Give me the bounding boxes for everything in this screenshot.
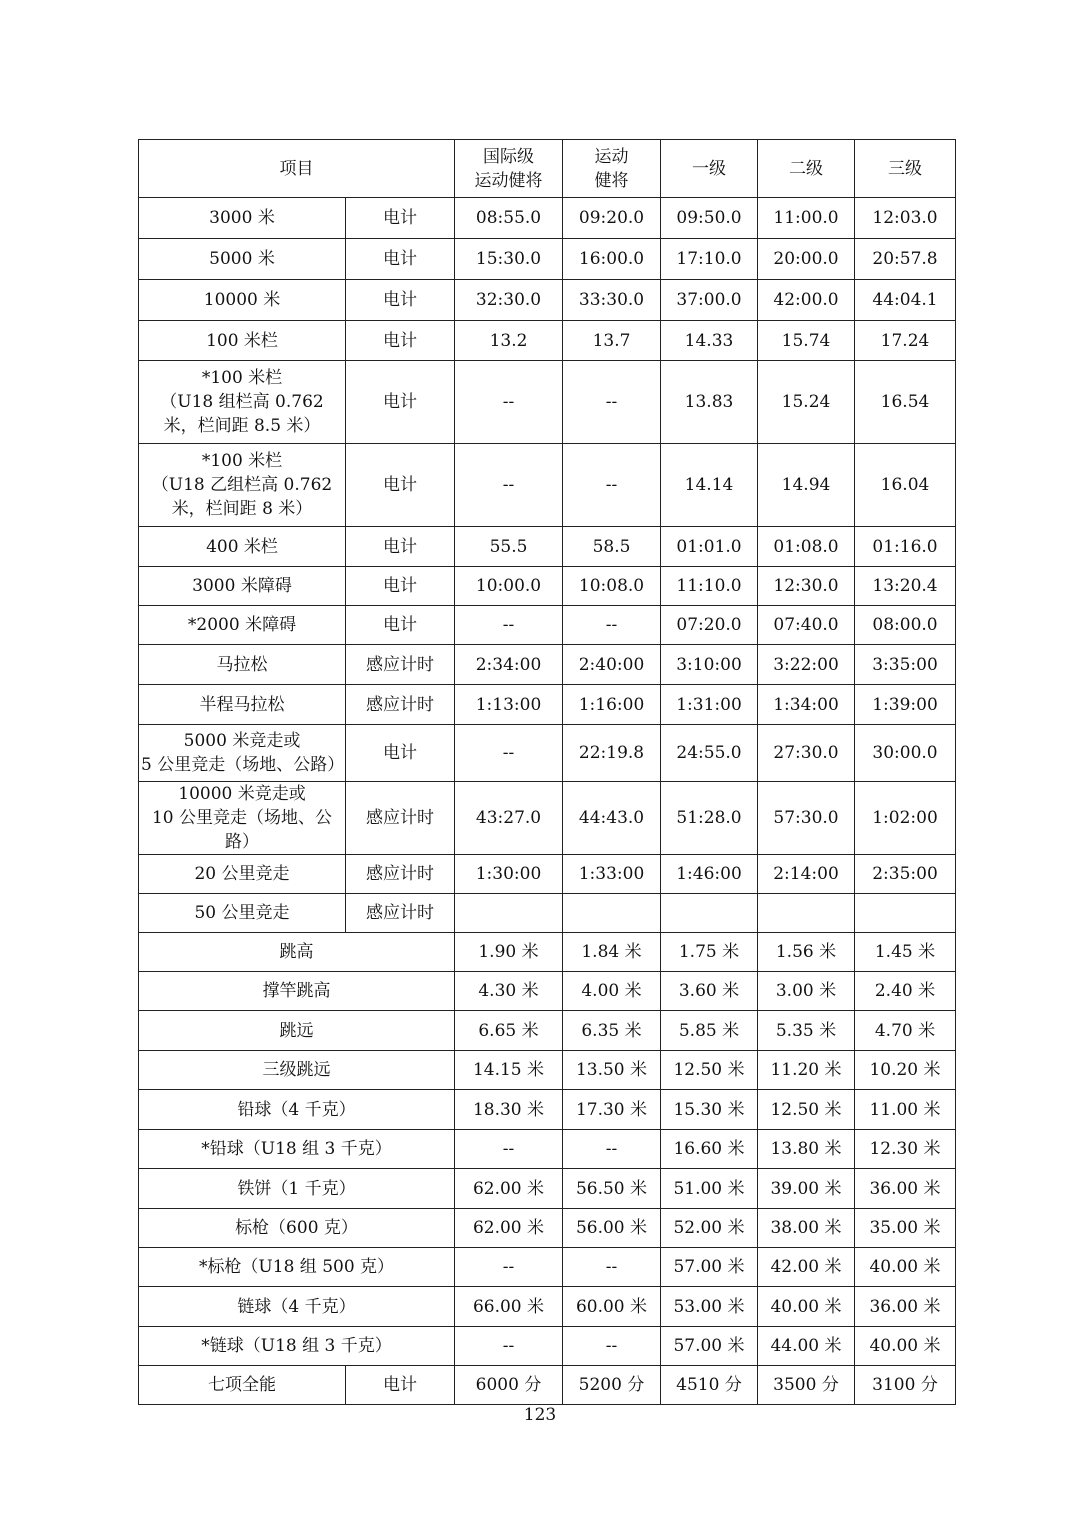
header-master: 运动 健将 bbox=[563, 140, 661, 198]
standard-value: 10:08.0 bbox=[563, 567, 661, 606]
standard-value: 1:02:00 bbox=[855, 782, 956, 855]
standard-value bbox=[855, 894, 956, 933]
timing-method: 感应计时 bbox=[346, 894, 455, 933]
header-international-master: 国际级 运动健将 bbox=[455, 140, 563, 198]
standard-value: -- bbox=[455, 606, 563, 645]
standard-value: 40.00 米 bbox=[855, 1248, 956, 1287]
event-name: 3000 米障碍 bbox=[139, 567, 346, 606]
standard-value: 57.00 米 bbox=[661, 1248, 758, 1287]
header-level-1: 一级 bbox=[661, 140, 758, 198]
standard-value: 16.04 bbox=[855, 444, 956, 527]
standard-value: 18.30 米 bbox=[455, 1090, 563, 1130]
table-row bbox=[139, 527, 956, 567]
standards-table bbox=[138, 139, 956, 1405]
standard-value: 44.00 米 bbox=[758, 1327, 855, 1366]
table-row bbox=[139, 894, 956, 933]
standard-value: 38.00 米 bbox=[758, 1209, 855, 1248]
timing-method: 电计 bbox=[346, 1366, 455, 1405]
standard-value: 13.50 米 bbox=[563, 1051, 661, 1090]
standard-value: 17:10.0 bbox=[661, 239, 758, 280]
table-row bbox=[139, 1011, 956, 1051]
standard-value: 2.40 米 bbox=[855, 972, 956, 1011]
standard-value: 6.65 米 bbox=[455, 1011, 563, 1051]
table-row bbox=[139, 1090, 956, 1130]
event-name: 铁饼（1 千克） bbox=[139, 1169, 455, 1209]
standard-value: 55.5 bbox=[455, 527, 563, 567]
event-name: 50 公里竞走 bbox=[139, 894, 346, 933]
standard-value bbox=[563, 894, 661, 933]
standard-value: 56.00 米 bbox=[563, 1209, 661, 1248]
table-row bbox=[139, 1287, 956, 1327]
standard-value: 1.90 米 bbox=[455, 933, 563, 972]
standard-value: 52.00 米 bbox=[661, 1209, 758, 1248]
timing-method: 电计 bbox=[346, 361, 455, 444]
standard-value: 3.60 米 bbox=[661, 972, 758, 1011]
standard-value: 08:55.0 bbox=[455, 198, 563, 239]
standard-value: 39.00 米 bbox=[758, 1169, 855, 1209]
header-level-2: 二级 bbox=[758, 140, 855, 198]
standard-value: 15.74 bbox=[758, 321, 855, 361]
standard-value: 4.30 米 bbox=[455, 972, 563, 1011]
standard-value: 43:27.0 bbox=[455, 782, 563, 855]
standard-value: 36.00 米 bbox=[855, 1287, 956, 1327]
standard-value: 2:34:00 bbox=[455, 645, 563, 685]
table-row bbox=[139, 321, 956, 361]
standard-value: 13.2 bbox=[455, 321, 563, 361]
standard-value: -- bbox=[455, 444, 563, 527]
timing-method: 电计 bbox=[346, 606, 455, 645]
standard-value: 01:16.0 bbox=[855, 527, 956, 567]
event-name: 半程马拉松 bbox=[139, 685, 346, 725]
table-row bbox=[139, 606, 956, 645]
standard-value: 11.00 米 bbox=[855, 1090, 956, 1130]
event-name: 标枪（600 克） bbox=[139, 1209, 455, 1248]
standard-value: 22:19.8 bbox=[563, 725, 661, 782]
standard-value: 14.15 米 bbox=[455, 1051, 563, 1090]
standard-value: 1:39:00 bbox=[855, 685, 956, 725]
event-name: *链球（U18 组 3 千克） bbox=[139, 1327, 455, 1366]
standard-value: 07:40.0 bbox=[758, 606, 855, 645]
standard-value: 3:22:00 bbox=[758, 645, 855, 685]
event-name: 10000 米竞走或 10 公里竞走（场地、公路） bbox=[139, 782, 346, 855]
standard-value: 2:40:00 bbox=[563, 645, 661, 685]
header-level-3: 三级 bbox=[855, 140, 956, 198]
timing-method: 电计 bbox=[346, 444, 455, 527]
event-name: 三级跳远 bbox=[139, 1051, 455, 1090]
standard-value: 12.30 米 bbox=[855, 1130, 956, 1169]
standard-value: 10.20 米 bbox=[855, 1051, 956, 1090]
standard-value: 4.00 米 bbox=[563, 972, 661, 1011]
standard-value: 3100 分 bbox=[855, 1366, 956, 1405]
standard-value: 62.00 米 bbox=[455, 1209, 563, 1248]
standard-value: -- bbox=[563, 606, 661, 645]
table-row bbox=[139, 1130, 956, 1169]
standard-value: 1:30:00 bbox=[455, 855, 563, 894]
standard-value: 42:00.0 bbox=[758, 280, 855, 321]
standard-value: 15.24 bbox=[758, 361, 855, 444]
standard-value: 11:10.0 bbox=[661, 567, 758, 606]
standard-value: 15.30 米 bbox=[661, 1090, 758, 1130]
standard-value: 44:04.1 bbox=[855, 280, 956, 321]
standard-value: 57.00 米 bbox=[661, 1327, 758, 1366]
standard-value: 17.30 米 bbox=[563, 1090, 661, 1130]
standard-value bbox=[758, 894, 855, 933]
standard-value: 13.7 bbox=[563, 321, 661, 361]
timing-method: 电计 bbox=[346, 567, 455, 606]
table-row bbox=[139, 1051, 956, 1090]
event-name: 撑竿跳高 bbox=[139, 972, 455, 1011]
timing-method: 感应计时 bbox=[346, 645, 455, 685]
standard-value: -- bbox=[455, 361, 563, 444]
standard-value: 36.00 米 bbox=[855, 1169, 956, 1209]
timing-method: 电计 bbox=[346, 725, 455, 782]
table-row bbox=[139, 685, 956, 725]
event-name: 铅球（4 千克） bbox=[139, 1090, 455, 1130]
standard-value: 27:30.0 bbox=[758, 725, 855, 782]
timing-method: 电计 bbox=[346, 239, 455, 280]
standard-value: -- bbox=[455, 1327, 563, 1366]
standard-value: 14.33 bbox=[661, 321, 758, 361]
standard-value: 62.00 米 bbox=[455, 1169, 563, 1209]
table-row bbox=[139, 567, 956, 606]
table-row bbox=[139, 198, 956, 239]
standard-value: 1:31:00 bbox=[661, 685, 758, 725]
standard-value: -- bbox=[563, 1248, 661, 1287]
standard-value: 07:20.0 bbox=[661, 606, 758, 645]
table-row bbox=[139, 782, 956, 855]
standard-value: 16.54 bbox=[855, 361, 956, 444]
standard-value: 3.00 米 bbox=[758, 972, 855, 1011]
standard-value: 14.94 bbox=[758, 444, 855, 527]
standard-value: 51.00 米 bbox=[661, 1169, 758, 1209]
event-name: 3000 米 bbox=[139, 198, 346, 239]
header-item: 项目 bbox=[139, 140, 455, 198]
event-name: 马拉松 bbox=[139, 645, 346, 685]
standard-value: 12:03.0 bbox=[855, 198, 956, 239]
table-row bbox=[139, 1366, 956, 1405]
standard-value: 44:43.0 bbox=[563, 782, 661, 855]
event-name: 跳远 bbox=[139, 1011, 455, 1051]
standard-value: 53.00 米 bbox=[661, 1287, 758, 1327]
standard-value: 6000 分 bbox=[455, 1366, 563, 1405]
table-row bbox=[139, 444, 956, 527]
standard-value: 10:00.0 bbox=[455, 567, 563, 606]
standard-value: 66.00 米 bbox=[455, 1287, 563, 1327]
table-row bbox=[139, 280, 956, 321]
table-row bbox=[139, 933, 956, 972]
table-row bbox=[139, 972, 956, 1011]
standard-value: 57:30.0 bbox=[758, 782, 855, 855]
timing-method: 感应计时 bbox=[346, 782, 455, 855]
standard-value: 6.35 米 bbox=[563, 1011, 661, 1051]
table-row bbox=[139, 361, 956, 444]
event-name: 20 公里竞走 bbox=[139, 855, 346, 894]
standard-value: 24:55.0 bbox=[661, 725, 758, 782]
table-row bbox=[139, 645, 956, 685]
standard-value bbox=[455, 894, 563, 933]
standard-value: 17.24 bbox=[855, 321, 956, 361]
standard-value: -- bbox=[563, 1130, 661, 1169]
standard-value: 51:28.0 bbox=[661, 782, 758, 855]
standard-value: 58.5 bbox=[563, 527, 661, 567]
standard-value: 3:10:00 bbox=[661, 645, 758, 685]
header-row bbox=[139, 140, 956, 198]
standard-value: 60.00 米 bbox=[563, 1287, 661, 1327]
standard-value bbox=[661, 894, 758, 933]
standard-value: 4510 分 bbox=[661, 1366, 758, 1405]
standard-value: 13:20.4 bbox=[855, 567, 956, 606]
standard-value: 15:30.0 bbox=[455, 239, 563, 280]
standard-value: 40.00 米 bbox=[855, 1327, 956, 1366]
standard-value: 1:33:00 bbox=[563, 855, 661, 894]
standard-value: 09:50.0 bbox=[661, 198, 758, 239]
event-name: *100 米栏 （U18 组栏高 0.762 米，栏间距 8.5 米） bbox=[139, 361, 346, 444]
standard-value: 3:35:00 bbox=[855, 645, 956, 685]
event-name: 链球（4 千克） bbox=[139, 1287, 455, 1327]
table-row bbox=[139, 1169, 956, 1209]
standard-value: 1.45 米 bbox=[855, 933, 956, 972]
standard-value: -- bbox=[455, 1248, 563, 1287]
timing-method: 电计 bbox=[346, 198, 455, 239]
standard-value: 3500 分 bbox=[758, 1366, 855, 1405]
table-row bbox=[139, 1327, 956, 1366]
event-name: 400 米栏 bbox=[139, 527, 346, 567]
standard-value: 20:00.0 bbox=[758, 239, 855, 280]
timing-method: 感应计时 bbox=[346, 685, 455, 725]
standard-value: -- bbox=[455, 725, 563, 782]
event-name: *100 米栏 （U18 乙组栏高 0.762 米，栏间距 8 米） bbox=[139, 444, 346, 527]
standard-value: -- bbox=[455, 1130, 563, 1169]
standard-value: 30:00.0 bbox=[855, 725, 956, 782]
timing-method: 电计 bbox=[346, 321, 455, 361]
standard-value: 14.14 bbox=[661, 444, 758, 527]
standard-value: -- bbox=[563, 1327, 661, 1366]
event-name: 5000 米 bbox=[139, 239, 346, 280]
standard-value: 2:14:00 bbox=[758, 855, 855, 894]
table-row bbox=[139, 855, 956, 894]
standard-value: 1.84 米 bbox=[563, 933, 661, 972]
standard-value: 1:46:00 bbox=[661, 855, 758, 894]
standard-value: 11:00.0 bbox=[758, 198, 855, 239]
standard-value: 33:30.0 bbox=[563, 280, 661, 321]
table-row bbox=[139, 1209, 956, 1248]
standard-value: 1:16:00 bbox=[563, 685, 661, 725]
standard-value: 01:08.0 bbox=[758, 527, 855, 567]
event-name: 跳高 bbox=[139, 933, 455, 972]
standard-value: 16.60 米 bbox=[661, 1130, 758, 1169]
standard-value: 40.00 米 bbox=[758, 1287, 855, 1327]
standard-value: 1.56 米 bbox=[758, 933, 855, 972]
standard-value: 5.85 米 bbox=[661, 1011, 758, 1051]
standard-value: 2:35:00 bbox=[855, 855, 956, 894]
standard-value: -- bbox=[563, 361, 661, 444]
standard-value: 11.20 米 bbox=[758, 1051, 855, 1090]
timing-method: 感应计时 bbox=[346, 855, 455, 894]
standard-value: 20:57.8 bbox=[855, 239, 956, 280]
event-name: *2000 米障碍 bbox=[139, 606, 346, 645]
standard-value: 09:20.0 bbox=[563, 198, 661, 239]
table-row bbox=[139, 239, 956, 280]
timing-method: 电计 bbox=[346, 280, 455, 321]
event-name: 七项全能 bbox=[139, 1366, 346, 1405]
table-row bbox=[139, 725, 956, 782]
timing-method: 电计 bbox=[346, 527, 455, 567]
standard-value: 16:00.0 bbox=[563, 239, 661, 280]
standard-value: 37:00.0 bbox=[661, 280, 758, 321]
standard-value: 13.83 bbox=[661, 361, 758, 444]
event-name: 10000 米 bbox=[139, 280, 346, 321]
standard-value: 01:01.0 bbox=[661, 527, 758, 567]
event-name: *铅球（U18 组 3 千克） bbox=[139, 1130, 455, 1169]
event-name: *标枪（U18 组 500 克） bbox=[139, 1248, 455, 1287]
standard-value: 12.50 米 bbox=[661, 1051, 758, 1090]
event-name: 5000 米竞走或 5 公里竞走（场地、公路） bbox=[139, 725, 346, 782]
standard-value: 1:34:00 bbox=[758, 685, 855, 725]
standard-value: 12:30.0 bbox=[758, 567, 855, 606]
standard-value: 5200 分 bbox=[563, 1366, 661, 1405]
standard-value: -- bbox=[563, 444, 661, 527]
standard-value: 1.75 米 bbox=[661, 933, 758, 972]
standard-value: 12.50 米 bbox=[758, 1090, 855, 1130]
table-row bbox=[139, 1248, 956, 1287]
standard-value: 1:13:00 bbox=[455, 685, 563, 725]
page-number: 123 bbox=[523, 1405, 557, 1425]
standard-value: 42.00 米 bbox=[758, 1248, 855, 1287]
standard-value: 32:30.0 bbox=[455, 280, 563, 321]
event-name: 100 米栏 bbox=[139, 321, 346, 361]
standard-value: 4.70 米 bbox=[855, 1011, 956, 1051]
standard-value: 5.35 米 bbox=[758, 1011, 855, 1051]
standard-value: 08:00.0 bbox=[855, 606, 956, 645]
standard-value: 56.50 米 bbox=[563, 1169, 661, 1209]
standard-value: 35.00 米 bbox=[855, 1209, 956, 1248]
standard-value: 13.80 米 bbox=[758, 1130, 855, 1169]
